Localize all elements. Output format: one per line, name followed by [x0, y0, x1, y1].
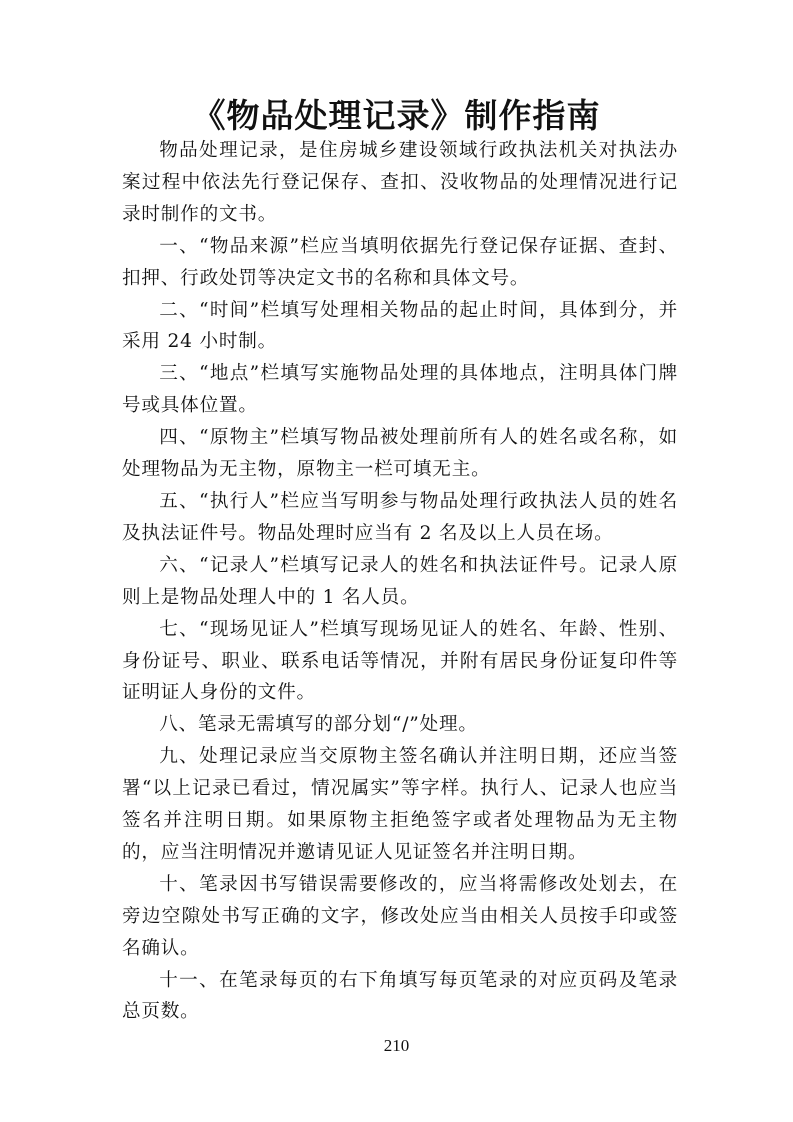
paragraph-item-5: 五、“执行人”栏应当写明参与物品处理行政执法人员的姓名及执法证件号。物品处理时应当有 2 名及以上人员在场。: [122, 490, 678, 544]
paragraph-item-4: 四、“原物主”栏填写物品被处理前所有人的姓名或名称，如处理物品为无主物，原物主一栏可填无主。: [122, 427, 678, 481]
paragraph-item-11: 十一、在笔录每页的右下角填写每页笔录的对应页码及笔录总页数。: [122, 969, 678, 1023]
page-number: 210: [383, 1036, 410, 1055]
paragraph-item-2: 二、“时间”栏填写处理相关物品的起止时间，具体到分，并采用 24 小时制。: [122, 299, 678, 353]
paragraph-intro: 物品处理记录，是住房城乡建设领域行政执法机关对执法办案过程中依法先行登记保存、查扣、没收物品的处理情况进行记录时制作的文书。: [122, 140, 678, 225]
paragraph-item-9: 九、处理记录应当交原物主签名确认并注明日期，还应当签署“以上记录已看过，情况属实”等字样。执行人、记录人也应当签名并注明日期。如果原物主拒绝签字或者处理物品为无主物的，应当注明情况并邀请见证人见证签名并注明日期。: [122, 746, 678, 863]
paragraph-item-10: 十、笔录因书写错误需要修改的，应当将需修改处划去，在旁边空隙处书写正确的文字，修改处应当由相关人员按手印或签名确认。: [122, 873, 678, 959]
paragraph-item-6: 六、“记录人”栏填写记录人的姓名和执法证件号。记录人原则上是物品处理人中的 1 名人员。: [122, 554, 678, 608]
paragraph-item-3: 三、“地点”栏填写实施物品处理的具体地点，注明具体门牌号或具体位置。: [122, 363, 678, 417]
document-title: 《物品处理记录》制作指南: [192, 96, 601, 135]
paragraph-item-8: 八、笔录无需填写的部分划“/”处理。: [159, 714, 478, 736]
document-body: [122, 135, 678, 1028]
paragraph-item-1: 一、“物品来源”栏应当填明依据先行登记保存证据、查封、扣押、行政处罚等决定文书的名称和具体文号。: [122, 235, 678, 289]
paragraph-item-7: 七、“现场见证人”栏填写现场见证人的姓名、年龄、性别、身份证号、职业、联系电话等情况，并附有居民身份证复印件等证明证人身份的文件。: [122, 618, 678, 704]
